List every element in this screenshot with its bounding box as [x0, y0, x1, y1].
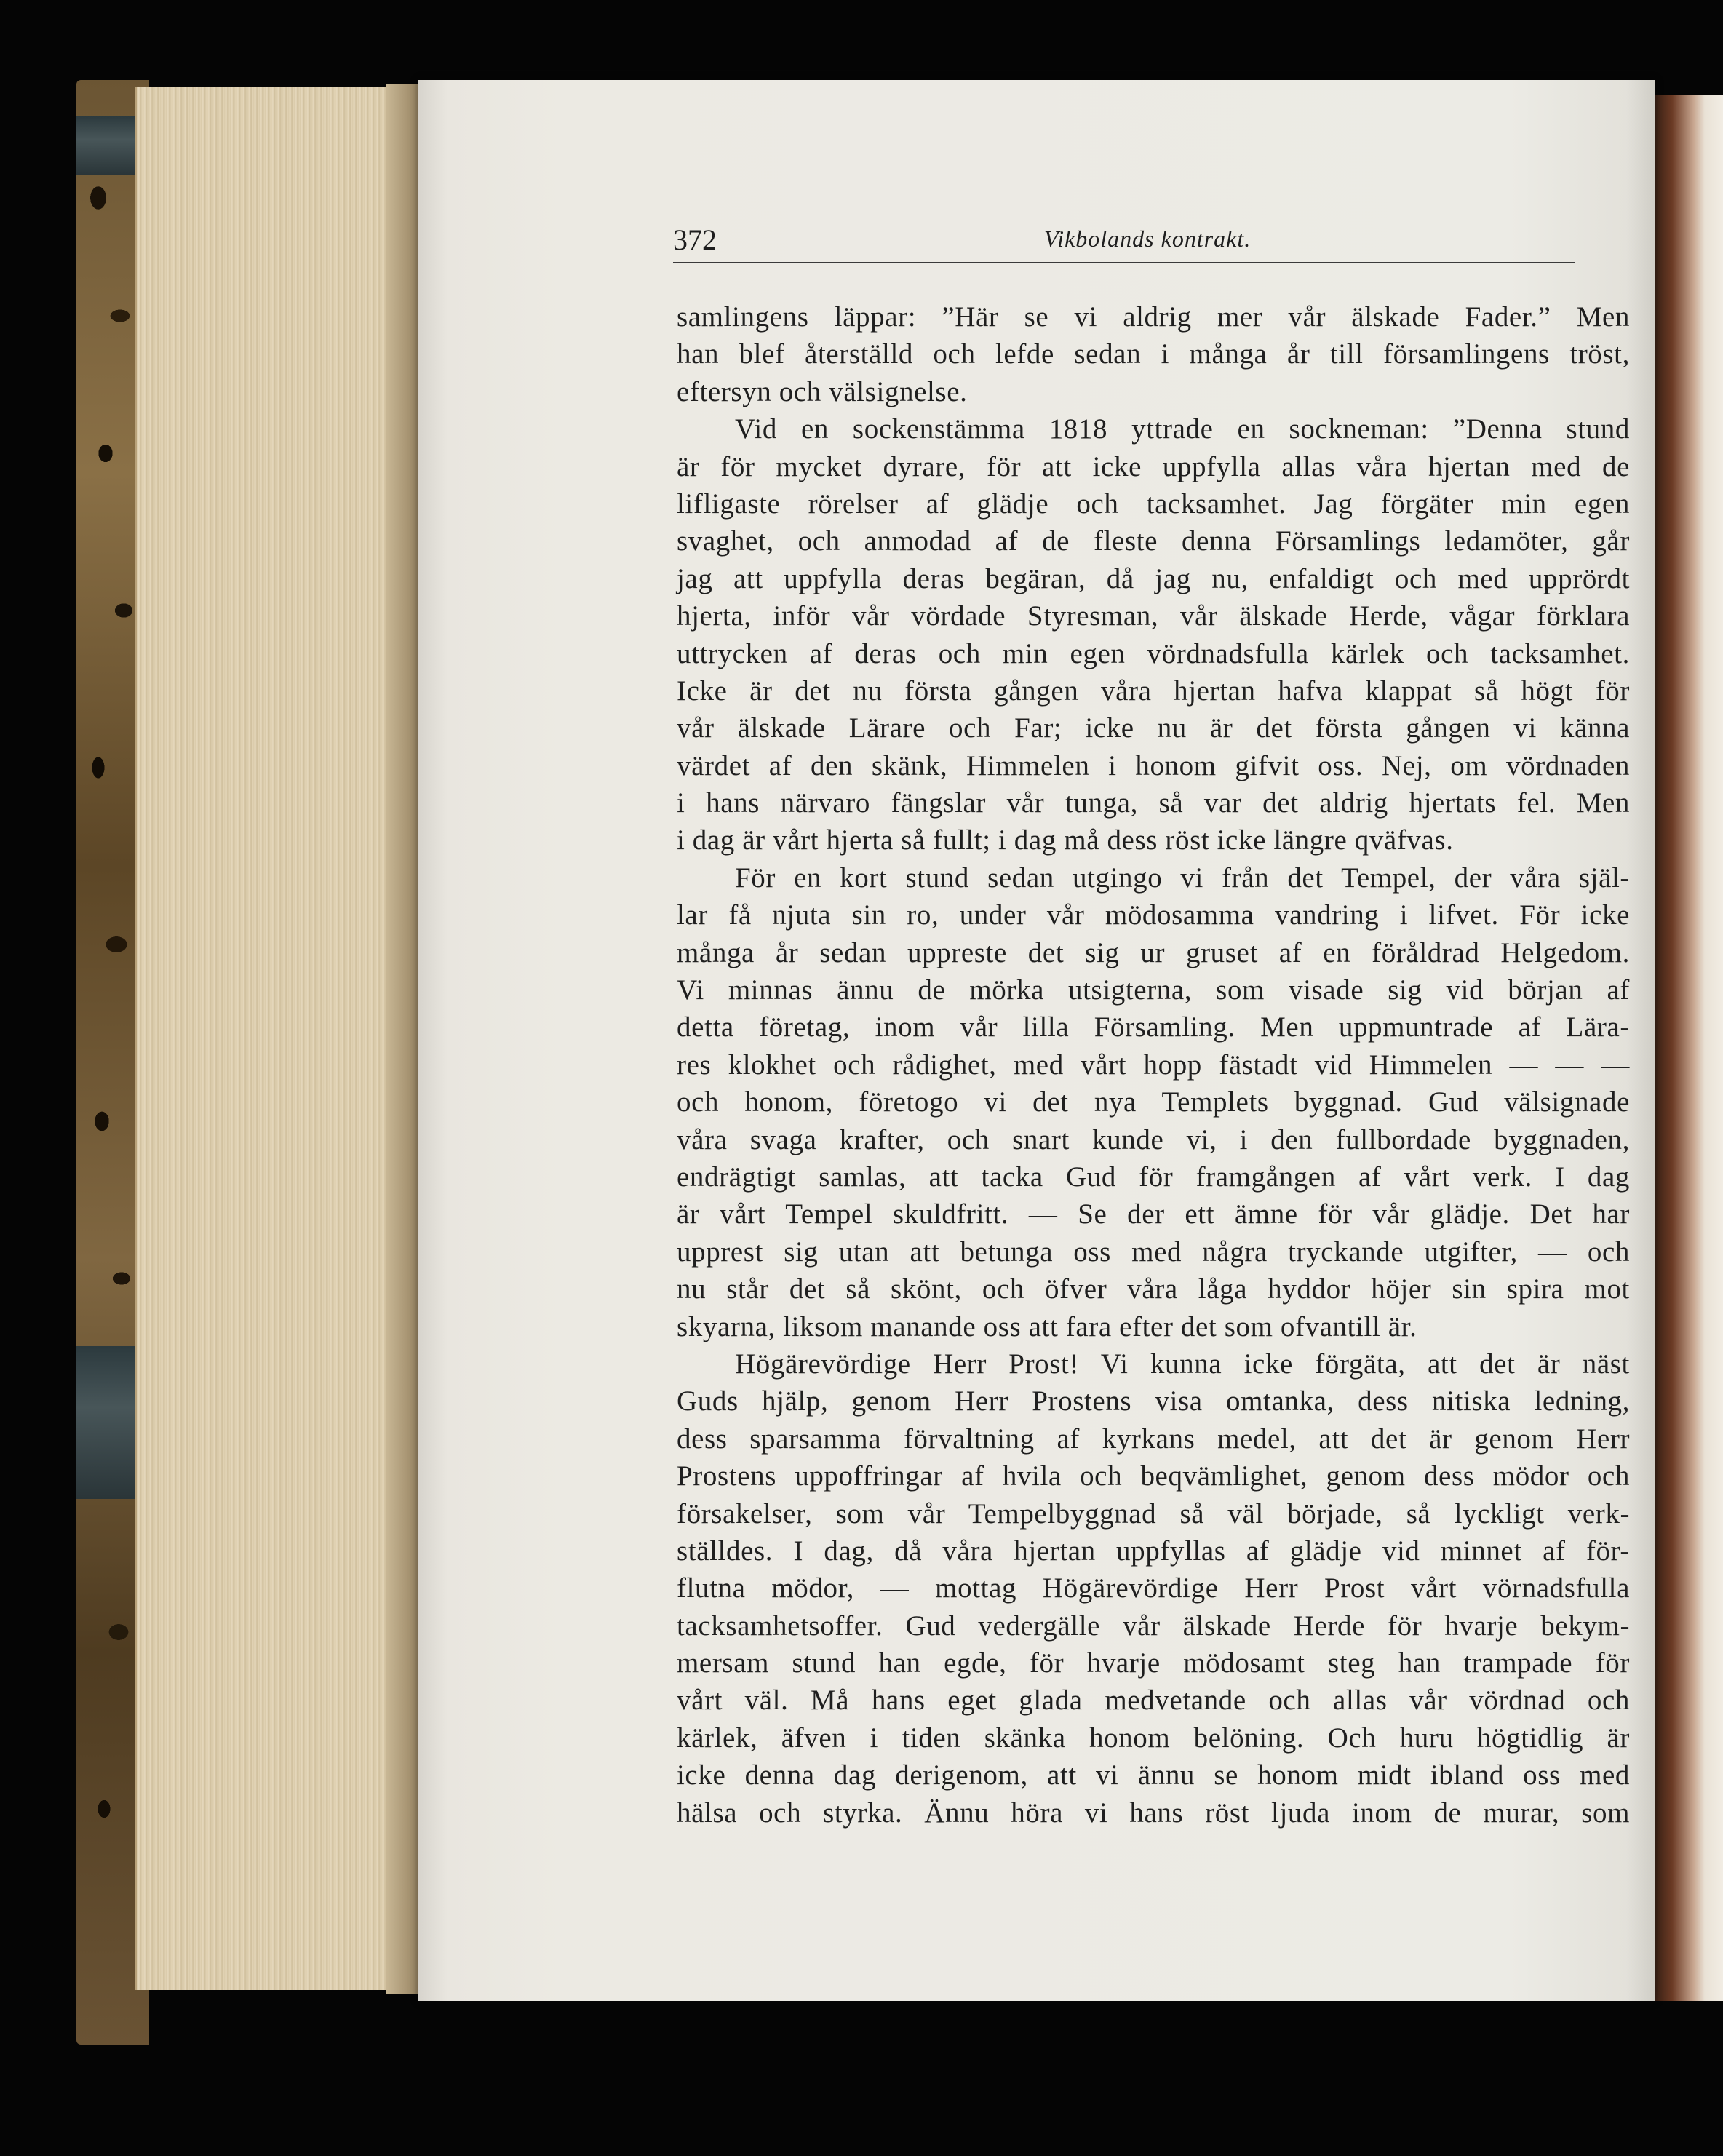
text-line: uttrycken af deras och min egen vördnadsfulla kärlek och tacksamhet. — [677, 637, 1630, 669]
text-line: våra svaga krafter, och snart kunde vi, i den fullbordade byggnaden, — [677, 1123, 1631, 1155]
running-head: Vikbolands kontrakt. — [1044, 226, 1252, 252]
text-line: Guds hjälp, genom Herr Prostens visa omtanka, dess nitiska ledning, — [677, 1385, 1631, 1417]
body-text — [677, 298, 1630, 1831]
text-line: hjerta, inför vår vördade Styresman, vår älskade Herde, vågar förklara — [677, 600, 1631, 632]
text-line: hälsa och styrka. Ännu höra vi hans röst ljuda inom de murar, som — [677, 1797, 1631, 1829]
text-line: försakelser, som vår Tempelbyggnad så väl började, så lyckligt verk- — [677, 1497, 1631, 1530]
page-gutter — [386, 84, 422, 1994]
text-line: är för mycket dyrare, för att icke uppfylla allas våra hjertan med de — [677, 450, 1631, 482]
text-line: ställdes. I dag, då våra hjertan uppfyllas af glädje vid minnet af för- — [677, 1535, 1630, 1567]
text-line: samlingens läppar: ”Här se vi aldrig mer vår älskade Fader.” Men — [677, 301, 1630, 333]
text-line: Icke är det nu första gången våra hjertan hafva klappat så högt för — [677, 675, 1630, 707]
page-edges — [135, 87, 417, 1990]
text-line: svaghet, och anmodad af de fleste denna Församlings ledamöter, går — [677, 525, 1630, 557]
text-line: och honom, företogo vi det nya Templets byggnad. Gud välsignade — [677, 1086, 1630, 1118]
text-line: kärlek, äfven i tiden skänka honom belöning. Och huru högtidlig är — [677, 1722, 1630, 1754]
text-line: många år sedan uppreste det sig ur gruset af en föråldrad Helgedom. — [677, 936, 1630, 968]
text-line: är vårt Tempel skuldfritt. — Se der ett ämne för vår glädje. Det har — [677, 1198, 1630, 1230]
text-line: tacksamhetsoffer. Gud vedergälle vår älskade Herde för hvarje bekym- — [677, 1610, 1631, 1642]
text-line: vår älskade Lärare och Far; icke nu är det första gången vi känna — [677, 712, 1631, 744]
text-line: endrägtigt samlas, att tacka Gud för framgången af vårt verk. I dag — [677, 1161, 1630, 1193]
text-line: dess sparsamma förvaltning af kyrkans medel, att det är genom Herr — [677, 1423, 1631, 1455]
page-number: 372 — [673, 223, 717, 256]
text-line: värdet af den skänk, Himmelen i honom gifvit oss. Nej, om vördnaden — [677, 749, 1631, 781]
text-line: eftersyn och välsignelse. — [677, 375, 968, 407]
text-line: lifligaste rörelser af glädje och tacksamhet. Jag förgäter min egen — [677, 488, 1630, 520]
text-line: Prostens uppoffringar af hvila och beqvämlighet, genom dess mödor och — [677, 1460, 1630, 1492]
text-line: mersam stund han egde, för hvarje mödosamt steg han trampade för — [677, 1647, 1630, 1679]
text-line: upprest sig utan att betunga oss med några tryckande utgifter, — och — [677, 1236, 1630, 1268]
text-line: jag att uppfylla deras begäran, då jag nu, enfaldigt och med upprördt — [677, 562, 1631, 594]
text-line: res klokhet och rådighet, med vårt hopp fästadt vid Himmelen — — — — [677, 1049, 1630, 1081]
text-line: Högärevördige Herr Prost! Vi kunna icke förgäta, att det är näst — [735, 1348, 1630, 1380]
text-line: nu står det så skönt, och öfver våra låga hyddor höjer sin spira mot — [677, 1273, 1630, 1305]
facing-page-edge — [1650, 95, 1723, 2001]
text-line: För en kort stund sedan utgingo vi från det Tempel, der våra själ- — [735, 862, 1631, 894]
text-line: skyarna, liksom manande oss att fara efter det som ofvantill är. — [677, 1310, 1417, 1342]
text-line: i dag är vårt hjerta så fullt; i dag må dess röst icke längre qväfvas. — [677, 824, 1454, 856]
text-line: Vid en sockenstämma 1818 yttrade en sockneman: ”Denna stund — [735, 413, 1630, 445]
page-header — [673, 218, 1575, 263]
text-line: vårt väl. Må hans eget glada medvetande och allas vår vördnad och — [677, 1684, 1631, 1717]
text-line: i hans närvaro fängslar vår tunga, så var det aldrig hjertats fel. Men — [677, 787, 1630, 819]
text-line: flutna mödor, — mottag Högärevördige Herr Prost vårt vörnadsfulla — [677, 1572, 1631, 1604]
text-line: lar få njuta sin ro, under vår mödosamma vandring i lifvet. För icke — [677, 899, 1630, 931]
text-line: detta företag, inom vår lilla Församling. Men uppmuntrade af Lära- — [677, 1011, 1630, 1043]
text-line: icke denna dag derigenom, att vi ännu se honom midt ibland oss med — [677, 1759, 1631, 1791]
text-line: Vi minnas ännu de mörka utsigterna, som visade sig vid början af — [677, 974, 1630, 1006]
text-line: han blef återställd och lefde sedan i många år till församlingens tröst, — [677, 338, 1630, 370]
